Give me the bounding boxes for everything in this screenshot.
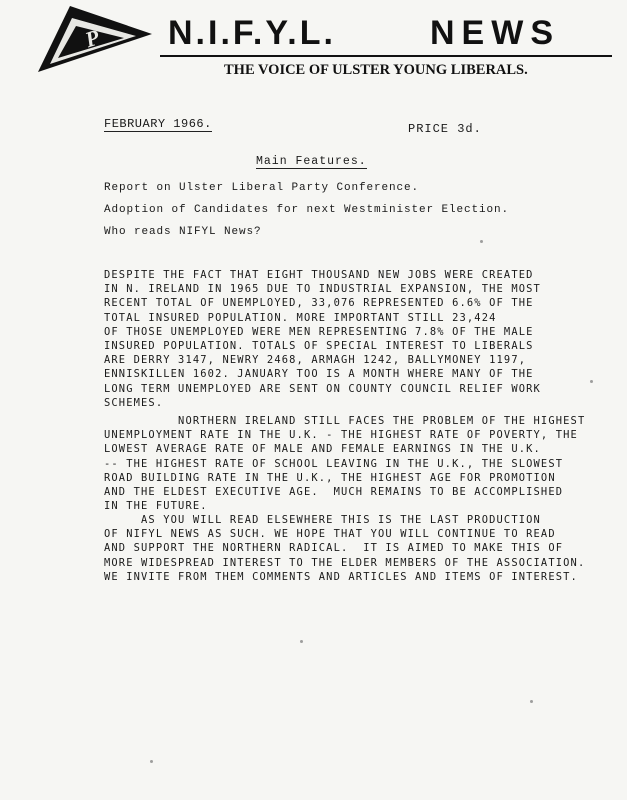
body-paragraph-2: NORTHERN IRELAND STILL FACES THE PROBLEM OF THE HIGHEST UNEMPLOYMENT RATE IN THE U.K. - THE HIGHEST RATE OF POVERTY, THE LOWEST AVERAGE RATE OF MALE AND FEMALE EARNINGS IN THE U.K. -- THE HIGHEST RATE OF SCHOOL LEAVING IN THE U.K., THE SLOWEST ROAD BUILDING RATE IN THE U.K., THE HIGHEST AGE FOR PROMOTION AND THE ELDEST EXECUTIVE AGE. MUCH REMAINS TO BE ACCOMPLISHED IN THE FUTURE.: [104, 415, 586, 513]
paper-speck: [300, 640, 303, 643]
paper-speck: [480, 240, 483, 243]
masthead: [168, 14, 608, 53]
body-paragraph-1: DESPITE THE FACT THAT EIGHT THOUSAND NEW JOBS WERE CREATED IN N. IRELAND IN 1965 DUE TO INDUSTRIAL EXPANSION, THE MOST RECENT TOTAL OF UNEMPLOYED, 33,076 REPRESENTED 6.6% OF THE TOTAL INSURED POPULATION. MORE IMPORTANT STILL 23,424 OF THOSE UNEMPLOYED WERE MEN REPRESENTING 7.8% OF THE MALE INSURED POPULATION. TOTALS OF SPECIAL INTEREST TO LIBERALS ARE DERRY 3147, NEWRY 2468, ARMAGH 1242, BALLYMONEY 1197, ENNISKILLEN 1602. JANUARY TOO IS A MONTH WHERE MANY OF THE LONG TERM UNEMPLOYED ARE SENT ON COUNTY COUNCIL RELIEF WORK SCHEMES.: [104, 269, 541, 409]
paper-speck: [530, 700, 533, 703]
feature-item: Who reads NIFYL News?: [104, 226, 262, 238]
masthead-news: NEWS: [430, 14, 560, 52]
body-paragraph-3: AS YOU WILL READ ELSEWHERE THIS IS THE LAST PRODUCTION OF NIFYL NEWS AS SUCH. WE HOPE THAT YOU WILL CONTINUE TO READ AND SUPPORT THE NORTHERN RADICAL. IT IS AIMED TO MAKE THIS OF MORE WIDESPREAD INTEREST TO THE ELDER MEMBERS OF THE ASSOCIATION. WE INVITE FROM THEM COMMENTS AND ARTICLES AND ITEMS OF INTEREST.: [104, 514, 586, 583]
paper-speck: [590, 380, 593, 383]
tagline: THE VOICE OF ULSTER YOUNG LIBERALS.: [224, 62, 528, 78]
feature-item: Adoption of Candidates for next Westminister Election.: [104, 204, 510, 216]
issue-price: PRICE 3d.: [408, 122, 482, 136]
feature-item: Report on Ulster Liberal Party Conference.: [104, 182, 420, 194]
pennant-logo-icon: [36, 4, 154, 74]
features-heading: Main Features.: [256, 155, 367, 168]
masthead-rule: [160, 55, 612, 57]
logo-letter: P: [81, 24, 103, 53]
issue-date: FEBRUARY 1966.: [104, 117, 212, 131]
paper-speck: [150, 760, 153, 763]
masthead-title: N.I.F.Y.L.: [168, 14, 336, 52]
